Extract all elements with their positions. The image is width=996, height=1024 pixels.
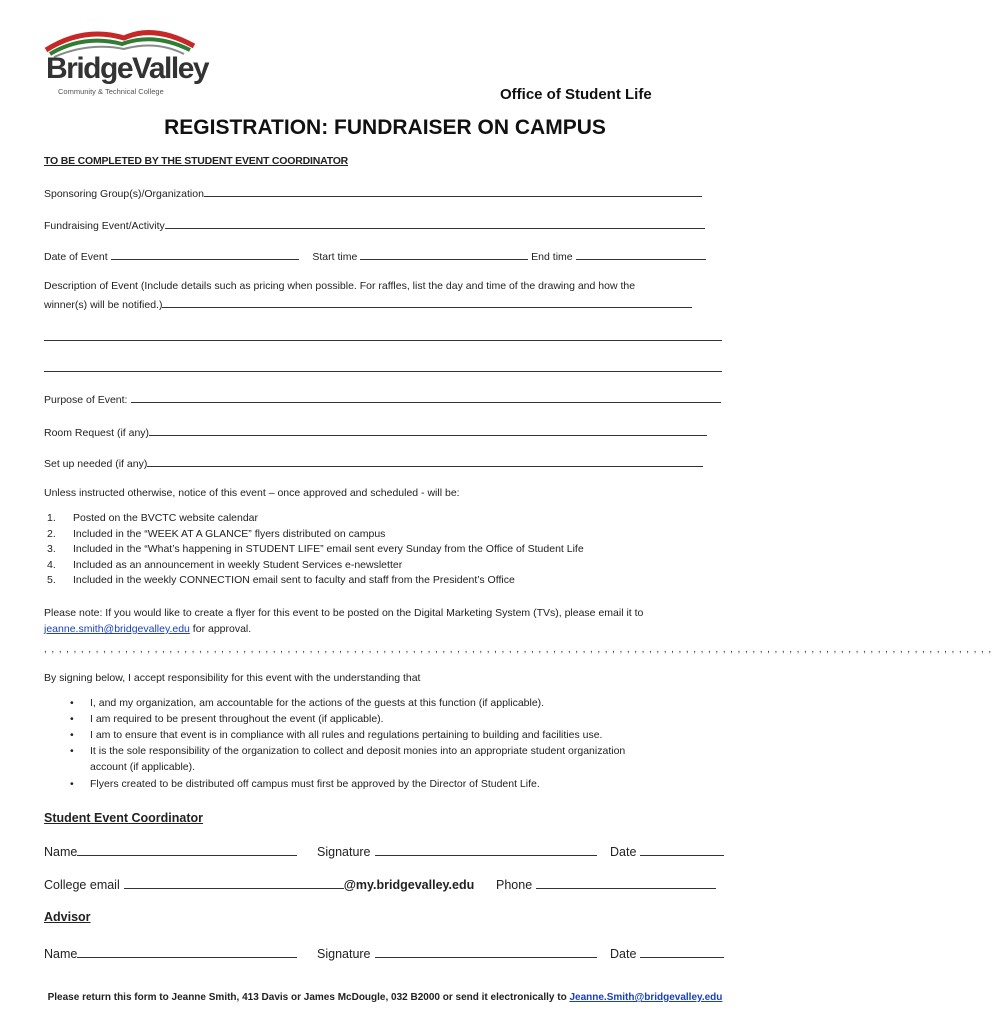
coordinator-name-input[interactable] (77, 842, 297, 856)
end-time-label: End time (531, 251, 573, 263)
notice-list (47, 512, 737, 590)
purpose-row (44, 391, 734, 406)
setup-row (44, 455, 724, 470)
setup-label: Set up needed (if any) (44, 458, 148, 470)
advisor-date-row: Date (610, 944, 724, 961)
sponsoring-label: Sponsoring Group(s)/Organization (44, 188, 204, 200)
coordinator-name-row: Name (44, 842, 297, 859)
purpose-label: Purpose of Event: (44, 394, 128, 406)
separator-dots: ,,,,,,,,,,,,,,,,,,,,,,,,,,,,,,,,,,,,,,,,,,,,,,,,,,,,,,,,,,,,,,,,,,,,,,,,,,,,,,,,,,,,,,,,,,,,,,,,,,,,,,,,,,,,,,,,,,,,,,,,,,,,,,,,, (44, 644, 996, 655)
advisor-name-input[interactable] (77, 944, 297, 958)
coordinator-date-row: Date (610, 842, 724, 859)
list-item: 4. Included as an announcement in weekly Student Services e-newsletter (47, 558, 403, 571)
description-label-2: winner(s) will be notified.) (44, 299, 163, 311)
event-input[interactable] (165, 217, 705, 229)
college-email-input[interactable] (124, 875, 344, 889)
coordinator-signature-input[interactable] (375, 842, 597, 856)
form-subtitle: TO BE COMPLETED BY THE STUDENT EVENT COORDINATOR (44, 155, 349, 167)
college-email-row: College email @my.bridgevalley.edu (44, 875, 474, 892)
footer-note: Please return this form to Jeanne Smith, 413 Davis or James McDougle, 032 B2000 or send it electronically to Jeanne.Smith@bridgevalley.edu (47, 992, 723, 1003)
date-input[interactable] (111, 248, 299, 260)
event-row (44, 217, 724, 232)
college-logo (44, 28, 209, 100)
footer-email-link[interactable]: Jeanne.Smith@bridgevalley.edu (569, 992, 723, 1003)
room-input[interactable] (149, 424, 707, 436)
sponsoring-row (44, 185, 724, 200)
event-label: Fundraising Event/Activity (44, 220, 165, 232)
purpose-input[interactable] (131, 391, 721, 403)
list-item: 5. Included in the weekly CONNECTION email sent to faculty and staff from the President’s Office (47, 574, 515, 586)
phone-input[interactable] (536, 875, 716, 889)
flyer-email-link[interactable]: jeanne.smith@bridgevalley.edu (44, 623, 190, 635)
list-item: 1. Posted on the BVCTC website calendar (47, 512, 259, 524)
description-line-2[interactable] (44, 340, 722, 341)
description-row (44, 296, 724, 311)
advisor-heading: Advisor (44, 910, 91, 924)
sponsoring-input[interactable] (204, 185, 702, 197)
logo-tagline: Community & Technical College (58, 87, 164, 96)
logo-name: BridgeValley (46, 52, 209, 85)
advisor-signature-input[interactable] (375, 944, 597, 958)
setup-input[interactable] (147, 455, 703, 467)
description-line-3[interactable] (44, 371, 722, 372)
start-time-label: Start time (312, 251, 358, 263)
advisor-name-row: Name (44, 944, 297, 961)
coordinator-signature-row: Signature (317, 842, 597, 859)
form-title: REGISTRATION: FUNDRAISER ON CAMPUS (164, 116, 606, 139)
advisor-signature-row: Signature (317, 944, 597, 961)
notice-intro: Unless instructed otherwise, notice of this event – once approved and scheduled - will be: (44, 487, 460, 499)
end-time-input[interactable] (576, 248, 706, 260)
room-label: Room Request (if any) (44, 427, 150, 439)
list-item: 3. Included in the “What’s happening in STUDENT LIFE” email sent every Sunday from the Office of Student Life (47, 543, 584, 555)
email-domain: @my.bridgevalley.edu (343, 878, 475, 892)
coordinator-date-input[interactable] (640, 842, 724, 856)
start-time-input[interactable] (360, 248, 528, 260)
approval-row: jeanne.smith@bridgevalley.edu for approval. (44, 623, 252, 635)
coordinator-heading: Student Event Coordinator (44, 811, 204, 825)
date-label: Date of Event (44, 251, 108, 263)
description-input[interactable] (162, 296, 692, 308)
list-item: 2. Included in the “WEEK AT A GLANCE” flyers distributed on campus (47, 527, 386, 540)
please-note: Please note: If you would like to create a flyer for this event to be posted on the Digital Marketing System (TVs), please email it to (44, 607, 644, 619)
office-name: Office of Student Life (500, 86, 652, 103)
agreement-intro: By signing below, I accept responsibility for this event with the understanding that (44, 672, 421, 684)
advisor-date-input[interactable] (640, 944, 724, 958)
phone-row: Phone (496, 875, 716, 892)
room-row (44, 424, 724, 439)
date-row (44, 248, 734, 263)
description-label-1: Description of Event (Include details such as pricing when possible. For raffles, list the day and time of the drawing and how the (44, 280, 636, 292)
